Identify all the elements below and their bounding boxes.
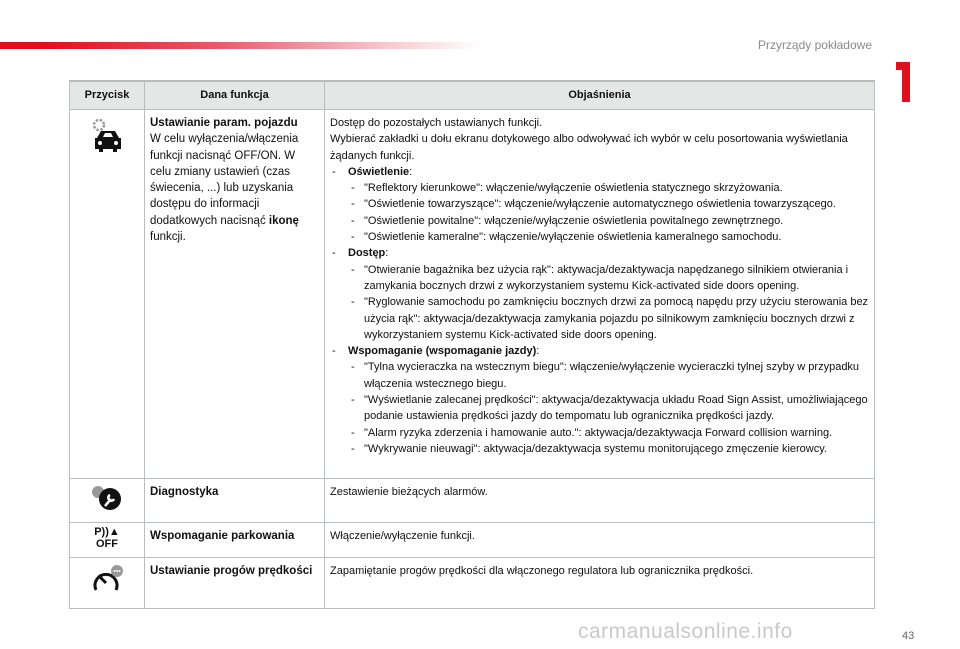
list-item: - "Oświetlenie towarzyszące": włączenie/wyłączenie automatycznego oświetlenia towarzyszącego. <box>330 196 869 212</box>
table-header <box>70 81 875 110</box>
list-item: - "Otwieranie bagażnika bez użycia rąk": aktywacja/dezaktywacja napędzanego silnikiem otwierania i zamykania bocznych drzwi z wykorzystaniem systemu Kick-activated side doors opening. <box>330 262 869 295</box>
group-title: - Dostęp: <box>330 245 869 261</box>
col-header-explanation: Objaśnienia <box>325 81 875 110</box>
table-row <box>70 523 875 558</box>
list-item: - "Wykrywanie nieuwagi": aktywacja/dezaktywacja systemu monitorującego zmęczenie kierowcy. <box>330 441 869 457</box>
explanation-cell: Włączenie/wyłączenie funkcji. <box>325 523 875 558</box>
table-row <box>70 479 875 523</box>
car-settings-icon[interactable] <box>87 116 127 156</box>
function-bold: ikonę <box>268 214 299 227</box>
section-title: Przyrządy pokładowe <box>757 38 872 52</box>
watermark: carmanualsonline.info <box>578 620 793 643</box>
col-header-function: Dana funkcja <box>145 81 325 110</box>
intro-text: Dostęp do pozostałych ustawianych funkcji. <box>330 117 543 129</box>
explanation-cell <box>325 110 875 479</box>
function-tail: funkcji. <box>150 231 186 244</box>
function-cell <box>145 110 325 479</box>
table-row <box>70 558 875 608</box>
function-text: W celu wyłączenia/włączenia funkcji nacisnąć OFF/ON. W celu zmiany ustawień (czas świecenia, ...) lub uzyskania dostępu do informacji dodatkowych nacisnąć <box>150 133 299 227</box>
chapter-number-1 <box>896 62 910 102</box>
list-item: - "Reflektory kierunkowe": włączenie/wyłączenie oświetlenia statycznego skrzyżowania. <box>330 180 869 196</box>
function-cell: Diagnostyka <box>145 479 325 523</box>
parking-sensor-glyph: P))▲ <box>94 526 120 539</box>
speed-thresholds-icon[interactable] <box>90 564 124 596</box>
explanation-cell: Zapamiętanie progów prędkości dla włączonego regulatora lub ogranicznika prędkości. <box>325 558 875 608</box>
off-label: OFF <box>96 538 118 551</box>
list-item: - "Oświetlenie kameralne": włączenie/wyłączenie oświetlenia kameralnego samochodu. <box>330 229 869 245</box>
functions-table <box>69 80 875 609</box>
group-title: - Oświetlenie: <box>330 164 869 180</box>
list-item: - "Alarm ryzyka zderzenia i hamowanie auto.": aktywacja/dezaktywacja Forward collision warning. <box>330 425 869 441</box>
page-number: 43 <box>902 630 915 642</box>
list-item: - "Oświetlenie powitalne": włączenie/wyłączenie oświetlenia powitalnego zewnętrznego. <box>330 213 869 229</box>
function-title: Ustawianie param. pojazdu <box>150 117 298 129</box>
list-item: - "Wyświetlanie zalecanej prędkości": aktywacja/dezaktywacja układu Road Sign Assist, umożliwiającego podanie ustawienia prędkości jazdy do tempomatu lub ogranicznika prędkości jazdy. <box>330 392 869 425</box>
row-icon-cell[interactable] <box>70 523 145 558</box>
table-row <box>70 110 875 479</box>
list-item: - "Ryglowanie samochodu po zamknięciu bocznych drzwi za pomocą napędu przy użyciu sterowania bez użycia rąk": aktywacja/dezaktywacja zamykania pojazdu po silnikowym zamknięciu bocznych drzwi z wykorzystaniem systemu Kick-activated side doors opening. <box>330 294 869 343</box>
diagnostics-icon[interactable] <box>90 485 124 511</box>
header-accent-bar <box>0 42 480 49</box>
group-title: - Wspomaganie (wspomaganie jazdy): <box>330 343 869 359</box>
row-icon-cell[interactable] <box>70 558 145 608</box>
row-icon-cell[interactable] <box>70 479 145 523</box>
function-cell: Ustawianie progów prędkości <box>145 558 325 608</box>
list-item: - "Tylna wycieraczka na wstecznym biegu": włączenie/wyłączenie wycieraczki tylnej szyby w przypadku włączenia wstecznego biegu. <box>330 359 869 392</box>
row-icon-cell[interactable] <box>70 110 145 479</box>
parking-assist-off-icon[interactable] <box>70 526 144 550</box>
intro-text: Wybierać zakładki u dołu ekranu dotykowego albo odwoływać ich wybór w celu posortowania wyświetlania żądanych funkcji. <box>330 133 848 162</box>
explanation-cell: Zestawienie bieżących alarmów. <box>325 479 875 523</box>
function-cell: Wspomaganie parkowania <box>145 523 325 558</box>
col-header-button: Przycisk <box>70 81 145 110</box>
